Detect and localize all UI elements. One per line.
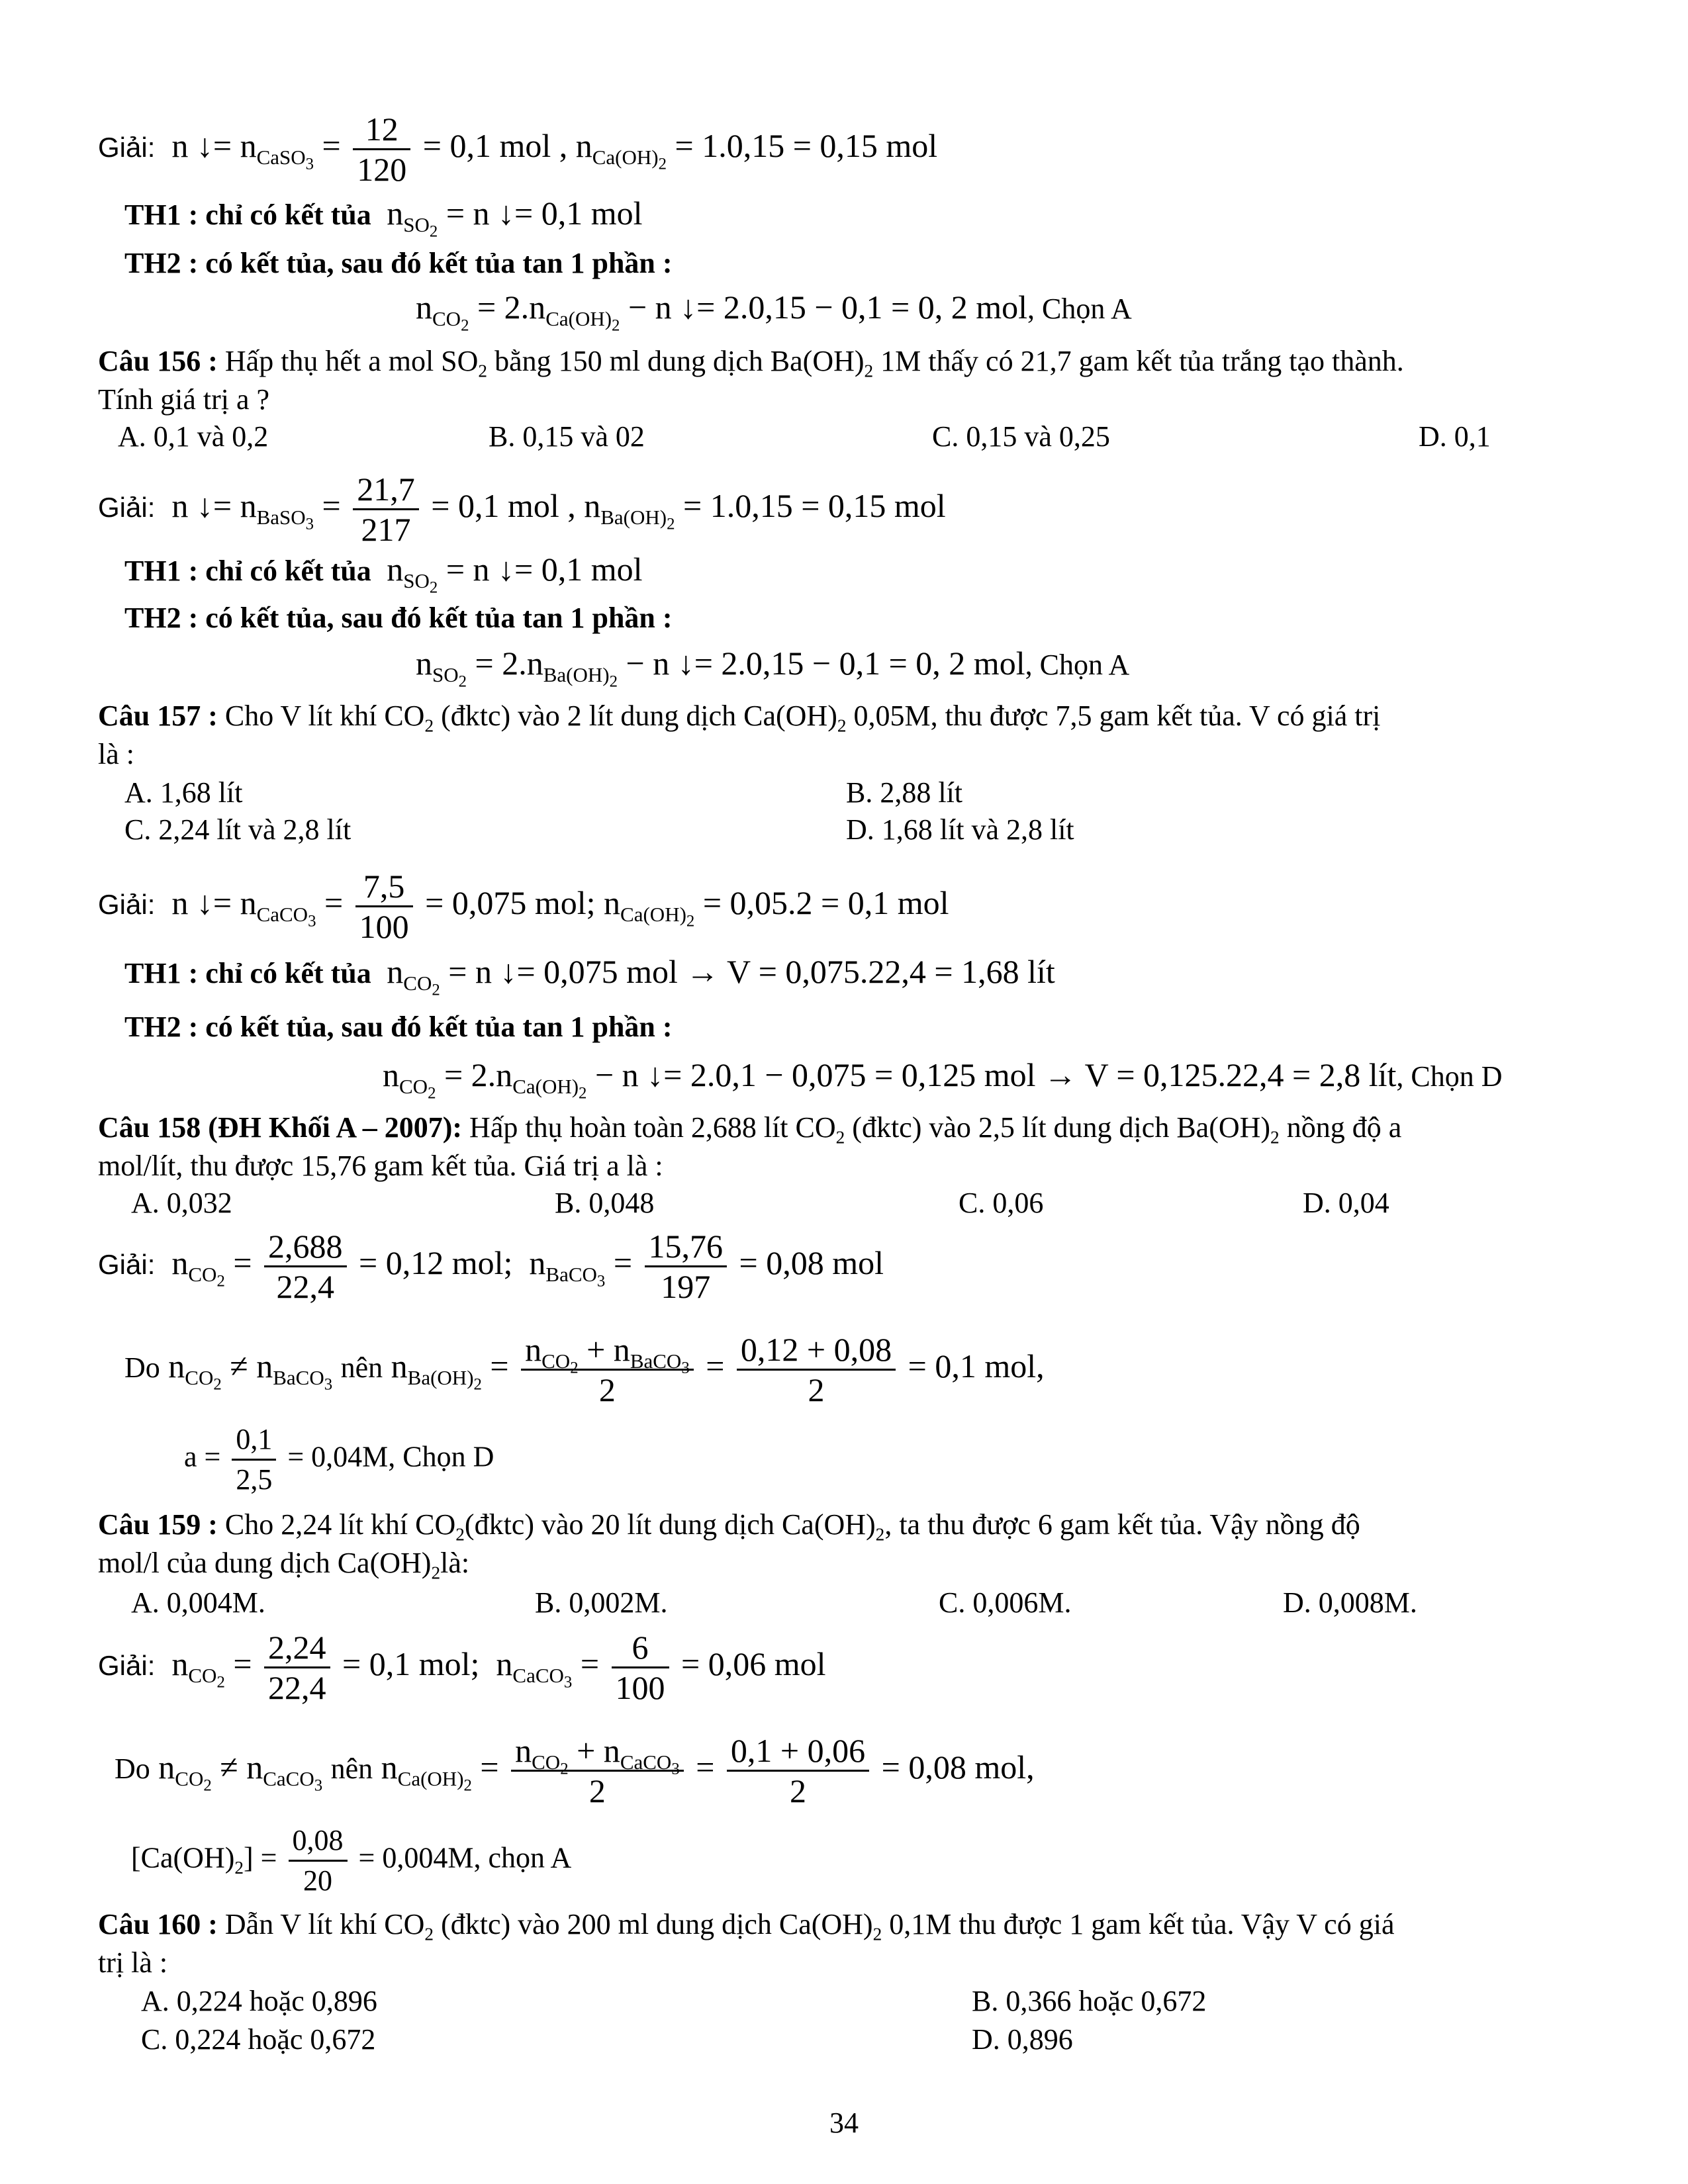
fraction: $\frac{2,688}{22,4}$ <box>264 1227 347 1306</box>
fraction: $\frac{6}{100}$ <box>612 1628 669 1707</box>
fraction: $\frac{0,12 + 0,08}{2}$ <box>737 1330 896 1409</box>
q159-question: Câu 159 : Cho 2,24 lít khí $CO_2(đktc)$ vào 20 lít dung dịch $Ca(OH)_2$, ta thu được 6 gam kết tủa. Vậy nồng độ <box>98 1508 1360 1545</box>
solution-label: Giải: <box>98 1248 156 1280</box>
solution-label: Giải: <box>98 1649 156 1681</box>
q160-question: Câu 160 : Dẫn V lít khí $CO_2$ (đktc) vào 200 ml dung dịch $Ca(OH)_2$ 0,1M thu được 1 gam kết tủa. Vậy V có giá <box>98 1908 1395 1944</box>
q158-question: Câu 158 (ĐH Khối A – 2007): Hấp thụ hoàn toàn 2,688 lít $CO_2$ (đktc) vào 2,5 lít dung dịch $Ba(OH)_2$ nồng độ a <box>98 1111 1402 1148</box>
fraction: $\frac{0,08}{20}$ <box>289 1821 348 1900</box>
result: = 0,1 mol , n <box>431 486 601 524</box>
q159-option-b: B. 0,002M. <box>535 1586 668 1619</box>
fraction: $\frac{0,1}{2,5}$ <box>232 1420 276 1499</box>
q156-option-c: C. 0,15 và 0,25 <box>932 420 1110 453</box>
fraction: $\frac{7,5}{100}$ <box>355 867 413 946</box>
q157-question: Câu 157 : Cho V lít khí $CO_2$ (đktc) vào 2 lít dung dịch $Ca(OH)_2$ 0,05M, thu được 7,5 gam kết tủa. V có giá trị <box>98 700 1381 736</box>
q158-option-a: A. 0,032 <box>131 1187 232 1219</box>
fraction: $\frac{12}{120}$ <box>353 110 410 189</box>
formula-n: n ↓= $n_{CaSO_3}$ = <box>163 126 341 173</box>
question-number: Câu 158 (ĐH Khối A – 2007): <box>98 1111 463 1144</box>
q160-question-line2: trị là : <box>98 1946 168 1979</box>
choice: , Chọn A <box>1027 293 1132 325</box>
q156-th1: TH1 : chỉ có kết tủa $n_{SO_2} = n$ ↓= 0,1 mol <box>124 551 643 597</box>
result: = 0,075 mol; n <box>425 884 621 921</box>
q156-option-a: A. 0,1 và 0,2 <box>118 420 269 453</box>
th1-label: TH1 : chỉ có kết tủa <box>124 199 371 231</box>
solution-label: Giải: <box>98 888 156 920</box>
fraction: $\frac{2,24}{22,4}$ <box>264 1628 330 1707</box>
q155-th2-label: TH2 : có kết tủa, sau đó kết tủa tan 1 phần : <box>124 247 673 279</box>
q158-option-b: B. 0,048 <box>555 1187 655 1219</box>
q158-solution-line3: a = $\frac{0,1}{2,5}$ = 0,04M, Chọn D <box>184 1420 494 1499</box>
q160-option-d: D. 0,896 <box>972 2023 1073 2056</box>
q156-option-d: D. 0,1 <box>1419 420 1491 453</box>
q156-question-line2: Tính giá trị a ? <box>98 383 270 416</box>
question-number: Câu 159 : <box>98 1508 218 1541</box>
question-number: Câu 157 : <box>98 700 218 732</box>
q157-th2-label: TH2 : có kết tủa, sau đó kết tủa tan 1 phần : <box>124 1011 673 1043</box>
q159-question-line2: mol/l của dung dịch $Ca(OH)_2là$: <box>98 1547 470 1583</box>
q158-option-d: D. 0,04 <box>1303 1187 1389 1219</box>
q159-option-c: C. 0,006M. <box>939 1586 1072 1619</box>
question-number: Câu 160 : <box>98 1908 218 1940</box>
q157-option-d: D. 1,68 lít và 2,8 lít <box>846 813 1074 846</box>
page-number: 34 <box>829 2107 859 2139</box>
fraction: $\frac{15,76}{197}$ <box>645 1227 727 1306</box>
q155-solution-line: Giải: n ↓= $n_{CaSO_3}$ = $\frac{12}{120}$ = 0,1 mol , $n_{Ca(OH)_2} = 1.0,15 = 0,15$ mol <box>98 111 938 188</box>
q156-option-b: B. 0,15 và 02 <box>489 420 645 453</box>
q159-option-d: D. 0,008M. <box>1283 1586 1417 1619</box>
th1-label: TH1 : chỉ có kết tủa <box>124 957 371 989</box>
q156-question: Câu 156 : Hấp thụ hết a mol $SO_2$ bằng 150 ml dung dịch $Ba(OH)_2$ 1M thấy có 21,7 gam kết tủa trắng tạo thành. <box>98 345 1404 381</box>
choice: , Chọn D <box>388 1440 494 1473</box>
q157-solution-line: Giải: n ↓= $n_{CaCO_3}$ = $\frac{7,5}{100}$ = 0,075 mol; $n_{Ca(OH)_2} = 0,05.2 = 0,1$ mol <box>98 868 949 945</box>
th1-label: TH1 : chỉ có kết tủa <box>124 555 371 587</box>
result: = 0,1 mol , n <box>422 126 592 164</box>
q160-option-c: C. 0,224 hoặc 0,672 <box>141 2023 376 2056</box>
q157-option-b: B. 2,88 lít <box>846 776 963 809</box>
q159-solution-line2: Do $n_{CO_2} \ne n_{CaCO_3}$ nên $n_{Ca(OH)_2}$ = $\frac{n_{CO_2} + n_{CaCO_3}}{2}$ = $\frac{0,1 + 0,06}{2}$ = 0,08 mol, <box>115 1732 1035 1809</box>
choice: , Chọn D <box>1396 1060 1503 1093</box>
q157-option-a: A. 1,68 lít <box>124 776 243 809</box>
formula-n: n ↓= $n_{BaSO_3}$ = <box>163 486 341 533</box>
choice: , chọn A <box>473 1841 572 1874</box>
q158-option-c: C. 0,06 <box>959 1187 1044 1219</box>
fraction: $\frac{n_{CO_2} + n_{CaCO_3}}{2}$ <box>511 1731 684 1810</box>
q159-option-a: A. 0,004M. <box>131 1586 265 1619</box>
q156-solution-line: Giải: n ↓= $n_{BaSO_3}$ = $\frac{21,7}{217}$ = 0,1 mol , $n_{Ba(OH)_2} = 1.0,15 = 0,15$ mol <box>98 471 946 548</box>
value: = 1.0,15 = 0,15 mol <box>675 126 938 164</box>
solution-label: Giải: <box>98 491 156 523</box>
q157-th1: TH1 : chỉ có kết tủa $n_{CO_2} = n$ ↓= 0,075 mol → V = 0,075.22,4 = 1,68 lít <box>124 953 1055 999</box>
q160-option-a: A. 0,224 hoặc 0,896 <box>141 1985 377 2017</box>
q157-option-c: C. 2,24 lít và 2,8 lít <box>124 813 352 846</box>
q158-question-line2: mol/lít, thu được 15,76 gam kết tủa. Giá trị a là : <box>98 1150 663 1182</box>
q155-th2-formula: $n_{CO_2} = 2.n_{Ca(OH)_2} - n$ ↓= 2.0,15 − 0,1 = 0, 2 mol, Chọn A <box>416 289 1132 335</box>
solution-label: Giải: <box>98 131 156 163</box>
q157-question-line2: là : <box>98 738 134 770</box>
q159-solution-line1: Giải: $n_{CO_2}$ = $\frac{2,24}{22,4}$ = 0,1 mol; $n_{CaCO_3}$ = $\frac{6}{100}$ = 0,06 mol <box>98 1629 826 1706</box>
fraction: $\frac{n_{CO_2} + n_{BaCO_3}}{2}$ <box>521 1330 694 1409</box>
value: = 1.0,15 = 0,15 mol <box>683 486 946 524</box>
value: = 0,05.2 = 0,1 mol <box>702 884 949 921</box>
fraction: $\frac{0,1 + 0,06}{2}$ <box>727 1731 869 1810</box>
choice: , Chọn A <box>1025 649 1130 681</box>
question-number: Câu 156 : <box>98 345 218 377</box>
q159-solution-line3: $[Ca(OH)_2]$ = $\frac{0,08}{20}$ = 0,004M, chọn A <box>131 1821 571 1900</box>
q156-th2-formula: $n_{SO_2} = 2.n_{Ba(OH)_2} - n$ ↓= 2.0,15 − 0,1 = 0, 2 mol, Chọn A <box>416 645 1130 691</box>
q156-th2-label: TH2 : có kết tủa, sau đó kết tủa tan 1 phần : <box>124 602 673 634</box>
q158-solution-line1: Giải: $n_{CO_2}$ = $\frac{2,688}{22,4}$ = 0,12 mol; $n_{BaCO_3}$ = $\frac{15,76}{197}$ = 0,08 mol <box>98 1228 884 1305</box>
fraction: $\frac{21,7}{217}$ <box>353 470 419 549</box>
q155-th1 <box>124 195 643 241</box>
q158-solution-line2: Do $n_{CO_2} \ne n_{BaCO_3}$ nên $n_{Ba(OH)_2}$ = $\frac{n_{CO_2} + n_{BaCO_3}}{2}$ = $\frac{0,12 + 0,08}{2}$ = 0,1 mol, <box>124 1331 1045 1408</box>
q157-th2-formula: $n_{CO_2} = 2.n_{Ca(OH)_2} - n$ ↓= 2.0,1 − 0,075 = 0,125 mol → V = 0,125.22,4 = 2,8 lít, Chọn D <box>383 1056 1503 1103</box>
q160-option-b: B. 0,366 hoặc 0,672 <box>972 1985 1207 2017</box>
th1-formula: $n_{SO_2} = n$ ↓= 0,1 mol <box>378 195 643 241</box>
